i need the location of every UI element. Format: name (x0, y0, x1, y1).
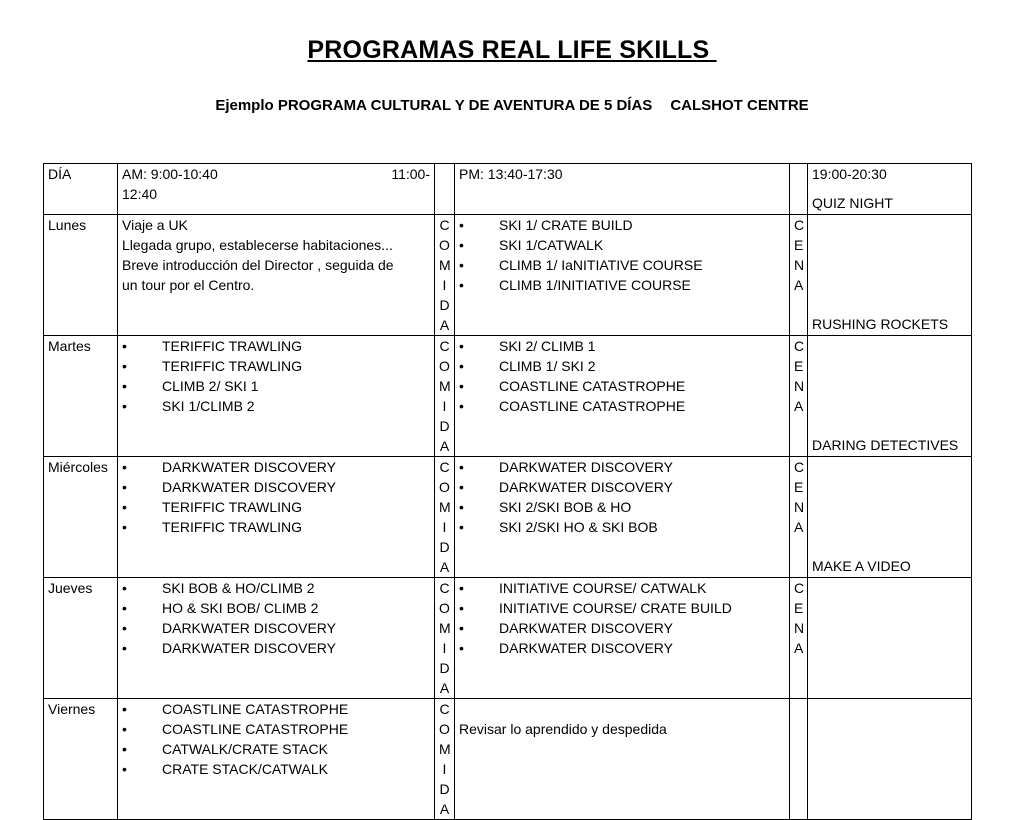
evening-activity: QUIZ NIGHT (812, 195, 893, 211)
pm-activity-item: • INITIATIVE COURSE/ CRATE BUILD (459, 598, 785, 618)
pm-text: Revisar lo aprendido y despedida (459, 721, 667, 737)
am-activity-item: • DARKWATER DISCOVERY (122, 477, 430, 497)
pm-activity-item: • DARKWATER DISCOVERY (459, 477, 785, 497)
evening-activity: MAKE A VIDEO (812, 558, 911, 574)
cena-vertical-label (790, 336, 808, 457)
comida-letter: D (439, 660, 450, 676)
am-activity-item: • CATWALK/CRATE STACK (122, 739, 430, 759)
evening-activity-cell (808, 558, 972, 699)
comida-letter: O (439, 721, 450, 737)
day-cell: Martes (44, 336, 118, 457)
comida-vertical-label (435, 215, 455, 336)
am-activity-item: • DARKWATER DISCOVERY (122, 457, 430, 477)
comida-letter: D (439, 781, 450, 797)
pm-activity-item: • DARKWATER DISCOVERY (459, 618, 785, 638)
am-cell (118, 457, 435, 578)
comida-vertical-label (435, 699, 455, 820)
cena-vertical-label (790, 578, 808, 699)
pm-cell (455, 215, 790, 336)
title-underline-gap (709, 36, 716, 64)
schedule-body (44, 195, 972, 820)
cena-letter: A (794, 640, 804, 656)
evening-activity: DARING DETECTIVES (812, 437, 959, 453)
pm-cell (455, 699, 790, 820)
pm-activity-item: • INITIATIVE COURSE/ CATWALK (459, 578, 785, 598)
am-activity-item: • SKI 1/CLIMB 2 (122, 396, 430, 416)
pm-cell (455, 336, 790, 457)
pm-activity-item: • COASTLINE CATASTROPHE (459, 376, 785, 396)
am-activity-item: • COASTLINE CATASTROPHE (122, 719, 430, 739)
header-evening: 19:00-20:30 (808, 164, 972, 215)
cena-letter: E (794, 358, 804, 374)
comida-letter: A (439, 317, 450, 333)
comida-letter: C (439, 580, 450, 596)
comida-letter: C (439, 338, 450, 354)
cena-vertical-label (790, 699, 808, 820)
header-am (118, 164, 435, 215)
am-activity-item: • DARKWATER DISCOVERY (122, 638, 430, 658)
cena-letter: C (794, 580, 805, 596)
am-activity-item: • HO & SKI BOB/ CLIMB 2 (122, 598, 430, 618)
schedule-table (43, 163, 972, 820)
comida-letter: O (439, 358, 450, 374)
comida-letter: A (439, 438, 450, 454)
comida-letter: D (439, 297, 450, 313)
comida-letter: M (439, 257, 451, 273)
comida-vertical-label (435, 457, 455, 578)
am-activity-list (122, 578, 430, 658)
cena-letter: A (794, 519, 804, 535)
am-text-line: Breve introducción del Director , seguida de (122, 257, 394, 273)
comida-vertical-label (435, 578, 455, 699)
am-activity-item: • SKI BOB & HO/CLIMB 2 (122, 578, 430, 598)
cena-letter: A (794, 398, 804, 414)
cena-letter: E (794, 600, 804, 616)
pm-activity-list (459, 457, 785, 537)
title-text: PROGRAMAS REAL LIFE SKILLS (307, 36, 710, 64)
pm-activity-item: • DARKWATER DISCOVERY (459, 457, 785, 477)
cena-letter: N (794, 620, 805, 636)
cena-vertical-label (790, 457, 808, 578)
comida-letter: D (439, 418, 450, 434)
comida-letter: M (439, 499, 451, 515)
am-activity-item: • TERIFFIC TRAWLING (122, 517, 430, 537)
comida-letter: I (442, 277, 447, 293)
header-comida-blank (435, 164, 455, 215)
cena-letter: N (794, 257, 805, 273)
am-cell (118, 699, 435, 820)
cena-vertical-label (790, 215, 808, 336)
evening-activity-cell (808, 699, 972, 820)
am-activity-item: • TERIFFIC TRAWLING (122, 356, 430, 376)
pm-activity-item: • DARKWATER DISCOVERY (459, 638, 785, 658)
comida-letter: O (439, 479, 450, 495)
am-activity-item: • TERIFFIC TRAWLING (122, 497, 430, 517)
pm-activity-list (459, 215, 785, 295)
comida-letter: O (439, 600, 450, 616)
comida-letter: A (439, 801, 450, 817)
comida-letter: I (442, 519, 447, 535)
am-activity-list (122, 699, 430, 779)
pm-activity-list (459, 336, 785, 416)
am-activity-item: • CLIMB 2/ SKI 1 (122, 376, 430, 396)
centre-name: CALSHOT CENTRE (670, 97, 809, 114)
pm-activity-item: • CLIMB 1/INITIATIVE COURSE (459, 275, 785, 295)
comida-letter: M (439, 741, 451, 757)
page-title (0, 36, 1024, 65)
header-day: DÍA (44, 164, 118, 215)
pm-activity-item: • SKI 2/ CLIMB 1 (459, 336, 785, 356)
comida-letter: M (439, 620, 451, 636)
schedule-row (44, 699, 972, 820)
comida-letter: I (442, 640, 447, 656)
am-cell (118, 215, 435, 336)
header-am-time: AM: 9:00-10:40 (122, 166, 218, 182)
am-activity-item: • CRATE STACK/CATWALK (122, 759, 430, 779)
cena-letter: E (794, 479, 804, 495)
cena-letter: C (794, 338, 805, 354)
pm-activity-item: • SKI 2/SKI BOB & HO (459, 497, 785, 517)
comida-letter: C (439, 217, 450, 233)
pm-cell (455, 578, 790, 699)
am-activity-item: • DARKWATER DISCOVERY (122, 618, 430, 638)
program-name: Ejemplo PROGRAMA CULTURAL Y DE AVENTURA DE 5 DÍAS (215, 97, 653, 114)
am-text-line: un tour por el Centro. (122, 277, 255, 293)
day-cell: Jueves (44, 578, 118, 699)
day-cell: Miércoles (44, 457, 118, 578)
header-am-break-end: 12:40 (122, 186, 158, 202)
comida-letter: M (439, 378, 451, 394)
am-text-line: Viaje a UK (122, 217, 188, 233)
pm-cell (455, 457, 790, 578)
comida-letter: A (439, 680, 450, 696)
comida-letter: I (442, 761, 447, 777)
cena-letter: E (794, 237, 804, 253)
cena-letter: C (794, 217, 805, 233)
am-cell (118, 336, 435, 457)
cena-letter: C (794, 459, 805, 475)
am-activity-item: • COASTLINE CATASTROPHE (122, 699, 430, 719)
comida-letter: C (439, 459, 450, 475)
pm-activity-item: • CLIMB 1/ IaNITIATIVE COURSE (459, 255, 785, 275)
comida-letter: D (439, 539, 450, 555)
schedule-row (44, 578, 972, 699)
am-activity-list (122, 457, 430, 537)
comida-letter: O (439, 237, 450, 253)
subtitle (0, 97, 1024, 114)
am-cell (118, 578, 435, 699)
cena-letter: N (794, 378, 805, 394)
pm-activity-item: • COASTLINE CATASTROPHE (459, 396, 785, 416)
am-activity-item: • TERIFFIC TRAWLING (122, 336, 430, 356)
day-cell: Viernes (44, 699, 118, 820)
comida-letter: C (439, 701, 450, 717)
header-cena-blank (790, 164, 808, 215)
pm-activity-item: • SKI 2/SKI HO & SKI BOB (459, 517, 785, 537)
pm-activity-item: • SKI 1/ CRATE BUILD (459, 215, 785, 235)
evening-activity: RUSHING ROCKETS (812, 316, 949, 332)
cena-letter: A (794, 277, 804, 293)
am-text-line: Llegada grupo, establecerse habitaciones... (122, 237, 393, 253)
comida-letter: A (439, 559, 450, 575)
day-cell: Lunes (44, 215, 118, 336)
pm-activity-item: • CLIMB 1/ SKI 2 (459, 356, 785, 376)
am-activity-list (122, 336, 430, 416)
header-am-break-start: 11:00- (391, 166, 430, 182)
pm-activity-item: • SKI 1/CATWALK (459, 235, 785, 255)
pm-activity-list (459, 578, 785, 658)
comida-vertical-label (435, 336, 455, 457)
header-pm: PM: 13:40-17:30 (455, 164, 790, 215)
cena-letter: N (794, 499, 805, 515)
comida-letter: I (442, 398, 447, 414)
